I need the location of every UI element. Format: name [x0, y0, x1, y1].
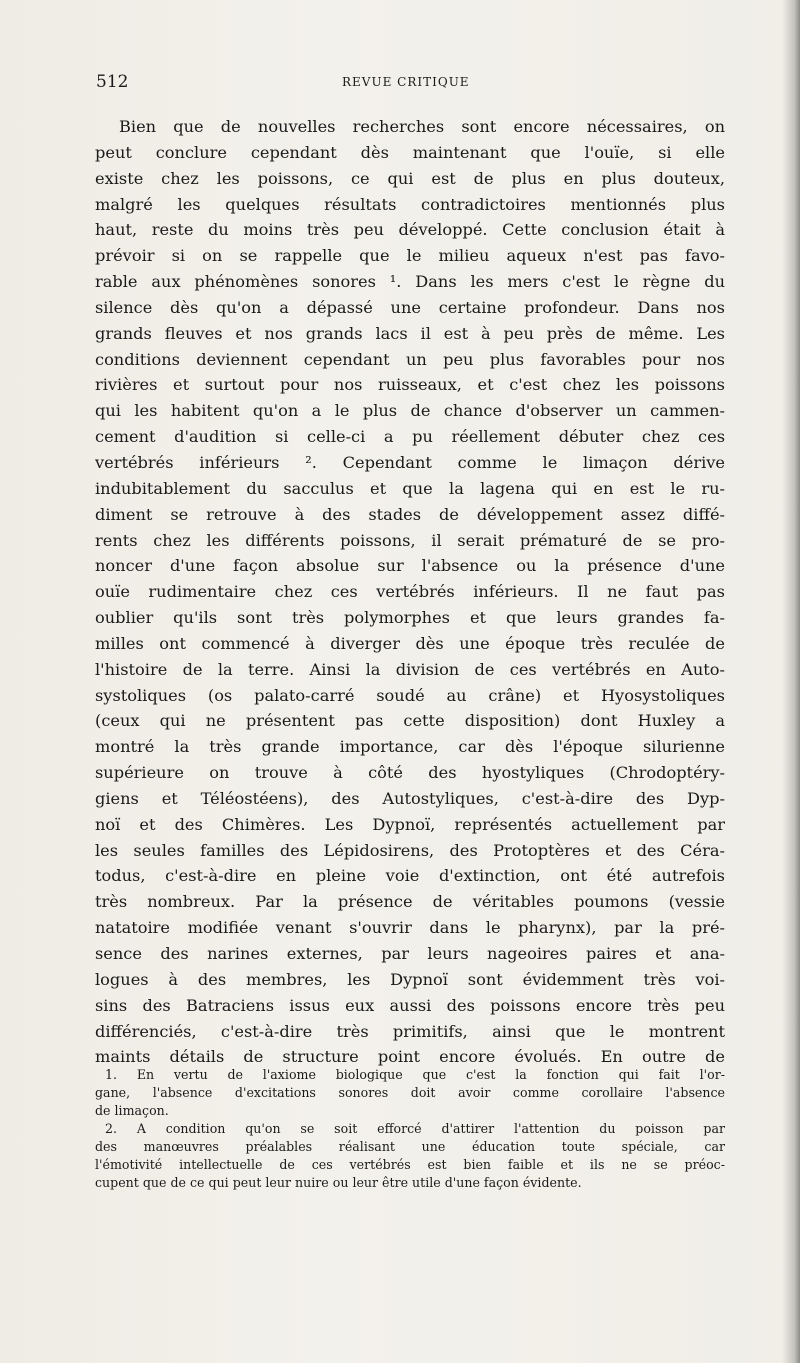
body-line: montré la très grande importance, car dès l'époque silurienne: [95, 737, 725, 757]
body-line: très nombreux. Par la présence de véritables poumons (vessie: [95, 892, 725, 912]
body-line: oublier qu'ils sont très polymorphes et que leurs grandes fa-: [95, 608, 725, 628]
footnote-line: 2. A condition qu'on se soit efforcé d'attirer l'attention du poisson par: [105, 1121, 725, 1136]
footnote-line: 1. En vertu de l'axiome biologique que c'est la fonction qui fait l'or-: [105, 1067, 725, 1082]
footnote-line: de limaçon.: [95, 1103, 169, 1118]
body-line: grands fleuves et nos grands lacs il est à peu près de même. Les: [95, 323, 725, 343]
page-header: [96, 72, 726, 96]
body-line: natatoire modifiée venant s'ouvrir dans le pharynx), par la pré-: [95, 918, 725, 938]
body-line: noï et des Chimères. Les Dypnoï, représentés actuellement par: [95, 814, 725, 834]
footnotes: [95, 1066, 725, 1192]
body-line: noncer d'une façon absolue sur l'absence ou la présence d'une: [95, 556, 725, 576]
body-line: sins des Batraciens issus eux aussi des poissons encore très peu: [95, 995, 725, 1015]
body-line: rents chez les différents poissons, il serait prématuré de se pro-: [95, 530, 725, 550]
body-line: haut, reste du moins très peu développé. Cette conclusion était à: [95, 220, 725, 240]
footnote-line: l'émotivité intellectuelle de ces vertébrés est bien faible et ils ne se préoc-: [95, 1157, 725, 1172]
footnote-line: cupent que de ce qui peut leur nuire ou leur être utile d'une façon évidente.: [95, 1175, 582, 1190]
body-line: rivières et surtout pour nos ruisseaux, et c'est chez les poissons: [95, 375, 725, 395]
body-line: conditions deviennent cependant un peu plus favorables pour nos: [95, 349, 725, 369]
body-line: maints détails de structure point encore évolués. En outre de: [95, 1047, 725, 1067]
body-line: systoliques (os palato-carré soudé au crâne) et Hyosystoliques: [95, 685, 725, 705]
body-line: existe chez les poissons, ce qui est de plus en plus douteux,: [95, 168, 725, 188]
body-line: (ceux qui ne présentent pas cette disposition) dont Huxley a: [95, 711, 725, 731]
body-line: Bien que de nouvelles recherches sont encore nécessaires, on: [119, 117, 725, 136]
footnote-line: des manœuvres préalables réalisant une éducation toute spéciale, car: [95, 1139, 725, 1154]
body-line: les seules familles des Lépidosirens, des Protoptères et des Céra-: [95, 840, 725, 860]
body-line: peut conclure cependant dès maintenant que l'ouïe, si elle: [95, 142, 725, 162]
body-line: différenciés, c'est-à-dire très primitifs, ainsi que le montrent: [95, 1021, 725, 1041]
footnote-line: gane, l'absence d'excitations sonores doit avoir comme corollaire l'absence: [95, 1085, 725, 1100]
body-line: cement d'audition si celle-ci a pu réellement débuter chez ces: [95, 427, 725, 447]
body-line: sence des narines externes, par leurs nageoires paires et ana-: [95, 944, 725, 963]
body-line: rable aux phénomènes sonores ¹. Dans les mers c'est le règne du: [95, 272, 725, 292]
body-line: milles ont commencé à diverger dès une époque très reculée de: [95, 633, 725, 653]
body-line: qui les habitent qu'on a le plus de chance d'observer un cammen-: [95, 401, 725, 421]
page-number: 512: [96, 72, 129, 92]
body-line: prévoir si on se rappelle que le milieu aqueux n'est pas favo-: [95, 246, 725, 266]
page-edge-shadow: [782, 0, 800, 1363]
body-line: vertébrés inférieurs ². Cependant comme le limaçon dérive: [95, 452, 725, 472]
body-line: silence dès qu'on a dépassé une certaine profondeur. Dans nos: [95, 297, 725, 317]
body-line: supérieure on trouve à côté des hyostyliques (Chrodoptéry-: [95, 763, 725, 783]
body-text: [95, 114, 725, 1070]
body-line: logues à des membres, les Dypnoï sont évidemment très voi-: [95, 969, 725, 989]
body-line: l'histoire de la terre. Ainsi la division de ces vertébrés en Auto-: [95, 659, 725, 679]
body-line: giens et Téléostéens), des Autostyliques, c'est-à-dire des Dyp-: [95, 788, 725, 808]
body-line: diment se retrouve à des stades de développement assez diffé-: [95, 504, 725, 524]
body-line: ouïe rudimentaire chez ces vertébrés inférieurs. Il ne faut pas: [95, 582, 725, 602]
running-title: REVUE CRITIQUE: [342, 75, 470, 89]
body-line: todus, c'est-à-dire en pleine voie d'extinction, ont été autrefois: [95, 866, 725, 886]
body-line: malgré les quelques résultats contradictoires mentionnés plus: [95, 194, 725, 214]
body-line: indubitablement du sacculus et que la lagena qui en est le ru-: [95, 478, 725, 498]
